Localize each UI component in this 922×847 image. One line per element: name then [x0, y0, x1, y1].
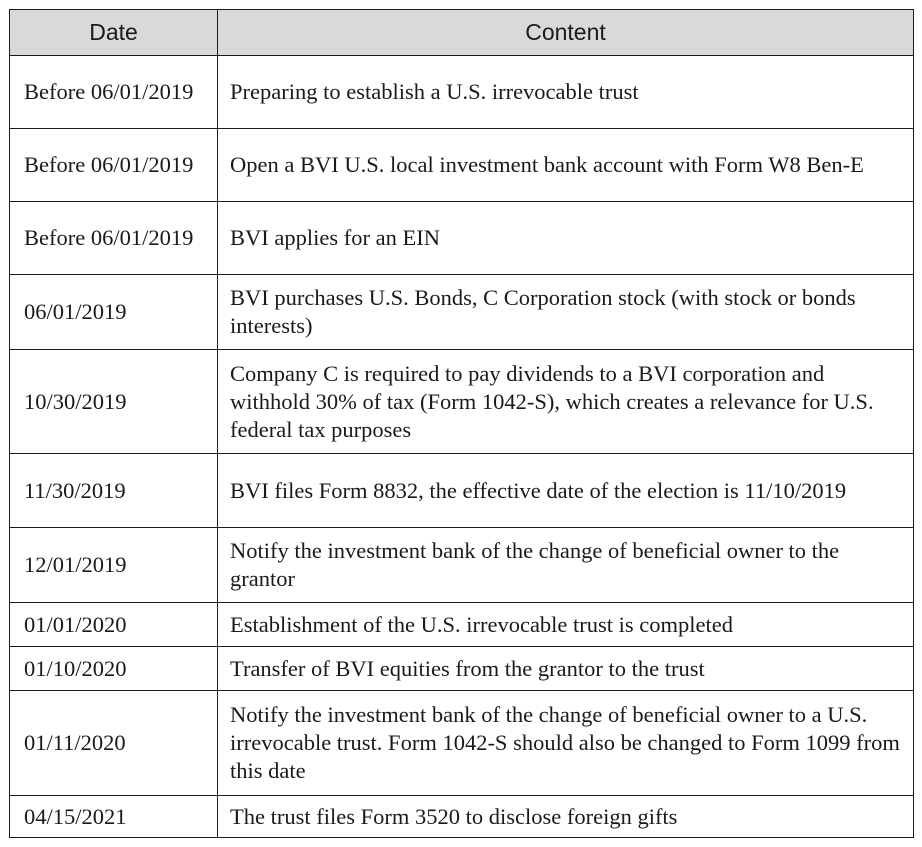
date-cell: 10/30/2019 — [10, 350, 218, 454]
table-row — [10, 647, 914, 691]
table-row — [10, 56, 914, 129]
timeline-table — [9, 9, 914, 838]
table-row — [10, 528, 914, 603]
date-cell: 06/01/2019 — [10, 275, 218, 350]
content-cell: Notify the investment bank of the change of beneficial owner to a U.S. irrevocable trust. Form 1042-S should also be changed to Form 1099 from this date — [218, 691, 914, 796]
table-row — [10, 691, 914, 796]
content-cell: BVI files Form 8832, the effective date of the election is 11/10/2019 — [218, 454, 914, 528]
date-cell: 12/01/2019 — [10, 528, 218, 603]
table-header-row — [10, 10, 914, 56]
date-cell: 01/10/2020 — [10, 647, 218, 691]
content-cell: The trust files Form 3520 to disclose foreign gifts — [218, 796, 914, 838]
content-cell: Open a BVI U.S. local investment bank account with Form W8 Ben-E — [218, 129, 914, 202]
table-row — [10, 796, 914, 838]
content-cell: BVI applies for an EIN — [218, 202, 914, 275]
date-cell: 11/30/2019 — [10, 454, 218, 528]
date-cell: Before 06/01/2019 — [10, 129, 218, 202]
content-cell: Transfer of BVI equities from the grantor to the trust — [218, 647, 914, 691]
date-cell: 01/11/2020 — [10, 691, 218, 796]
table-row — [10, 202, 914, 275]
date-column-header: Date — [10, 10, 218, 56]
table-row — [10, 275, 914, 350]
table-row — [10, 454, 914, 528]
content-cell: Preparing to establish a U.S. irrevocable trust — [218, 56, 914, 129]
date-cell: Before 06/01/2019 — [10, 202, 218, 275]
table-row — [10, 129, 914, 202]
date-cell: 01/01/2020 — [10, 603, 218, 647]
content-cell: Notify the investment bank of the change of beneficial owner to the grantor — [218, 528, 914, 603]
table-row — [10, 350, 914, 454]
table-row — [10, 603, 914, 647]
date-cell: 04/15/2021 — [10, 796, 218, 838]
date-cell: Before 06/01/2019 — [10, 56, 218, 129]
content-cell: BVI purchases U.S. Bonds, C Corporation stock (with stock or bonds interests) — [218, 275, 914, 350]
content-cell: Company C is required to pay dividends to a BVI corporation and withhold 30% of tax (Form 1042-S), which creates a relevance for U.S. federal tax purposes — [218, 350, 914, 454]
content-cell: Establishment of the U.S. irrevocable trust is completed — [218, 603, 914, 647]
timeline-table-container — [9, 9, 913, 838]
content-column-header: Content — [218, 10, 914, 56]
